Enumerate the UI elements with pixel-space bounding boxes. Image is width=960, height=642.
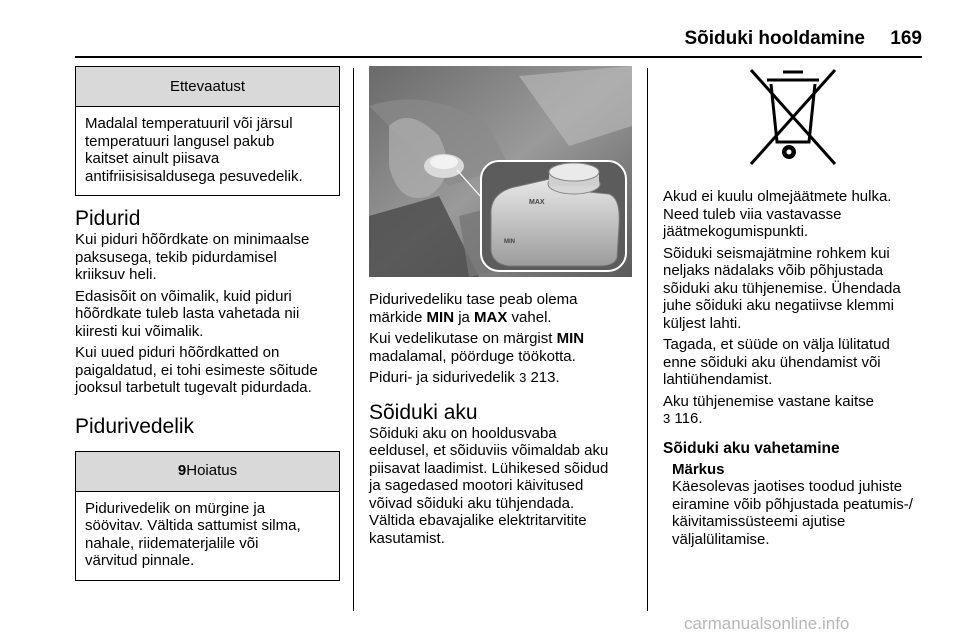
text-line: kriiksuv heli. <box>75 266 157 283</box>
text-line: Kui piduri hõõrdkate on minimaalse <box>75 231 310 248</box>
column-divider-2 <box>647 68 648 611</box>
min-label: MIN <box>556 330 585 347</box>
disposal-paragraph <box>663 188 925 241</box>
text-span: ja <box>454 308 475 326</box>
note-block <box>663 461 925 549</box>
page-reference[interactable]: 116. <box>670 410 703 427</box>
text-line: paksusega, tekib pidurdamisel <box>75 248 277 266</box>
text-line: piisavat laadimist. Lühikesed sõidud <box>369 459 609 477</box>
warning-box-text <box>76 492 339 580</box>
text-line: Sõiduki aku on hooldusvaba <box>369 424 557 442</box>
brake-fluid-reservoir-photo <box>369 66 632 277</box>
warning-box <box>75 451 340 581</box>
section-heading-battery-replacement: Sõiduki aku vahetamine <box>663 439 840 457</box>
fluid-reference-paragraph <box>369 369 631 387</box>
column-2 <box>369 66 631 547</box>
text-line: Aku tühjenemise vastane kaitse <box>663 392 874 410</box>
text-line: neljaks nädalaks võib põhjustada <box>663 262 884 279</box>
text-line: Käesolevas jaotises toodud juhiste <box>672 478 903 495</box>
brakes-paragraph-2 <box>75 288 340 341</box>
section-heading-brakes: Pidurid <box>75 207 141 230</box>
text-line: eeldusel, et sõiduviis võimaldab aku <box>369 442 609 459</box>
text-line: Akud ei kuulu olmejäätmete hulka. <box>663 188 892 205</box>
header-rule <box>75 56 922 58</box>
text-line: väljalülitamise. <box>672 530 770 548</box>
text-line: Edasisõit on võimalik, kuid piduri <box>75 287 292 305</box>
text-line: värvitud pinnale. <box>85 552 195 569</box>
warning-box-title <box>76 452 339 492</box>
text-line <box>663 410 925 428</box>
caution-box-title: Ettevaatust <box>76 67 339 107</box>
text-line: Kui uued piduri hõõrdkatted on <box>75 344 280 361</box>
section-heading-brake-fluid: Pidurivedelik <box>75 414 195 438</box>
text-line: lahtiühendamist. <box>663 371 773 388</box>
text-line <box>369 309 631 327</box>
warning-symbol: 9 <box>177 462 187 480</box>
column-1 <box>75 66 340 581</box>
brakes-paragraph-3 <box>75 344 340 397</box>
text-line: Madalal temperatuuril või järsul <box>85 115 293 132</box>
text-line: kaitset ainult piisava <box>85 150 220 167</box>
text-line: Pidurivedeliku tase peab olema <box>369 291 578 308</box>
page-title: Sõiduki hooldamine <box>684 28 865 49</box>
min-label: MIN <box>426 308 455 326</box>
page-number: 169 <box>890 28 922 49</box>
text-line: jäätmekogumispunkti. <box>663 223 809 240</box>
note-title: Märkus <box>672 460 725 478</box>
text-line: madalamal, pöörduge töökotta. <box>369 347 576 365</box>
page-reference[interactable]: 213. <box>526 369 560 386</box>
text-line: nahale, riidematerjalile või <box>85 534 259 552</box>
page-header <box>0 28 960 58</box>
caution-box-text <box>76 107 339 195</box>
min-mark: MIN <box>504 239 515 245</box>
text-line: Need tuleb viia vastavasse <box>663 205 842 223</box>
text-line: temperatuuri langusel pakub <box>85 132 275 150</box>
text-line: ja sagedased mootori käivitused <box>369 477 584 494</box>
battery-paragraph <box>369 425 631 548</box>
max-label: MAX <box>474 308 508 326</box>
brakes-paragraph-1 <box>75 231 340 284</box>
text-line: Vältida ebavajalike elektritarvitite <box>369 512 587 529</box>
text-line: paigaldatud, ei tohi esimeste sõitude <box>75 361 318 379</box>
discharge-protection-paragraph <box>663 393 925 428</box>
text-line: kasutamist. <box>369 529 445 547</box>
text-line: võivad sõiduki aku tühjendada. <box>369 494 575 512</box>
ignition-paragraph <box>663 336 925 389</box>
text-span: Kui vedelikutase on märgist <box>369 330 557 347</box>
crossed-out-bin-icon <box>743 66 843 168</box>
page-reference-arrow-icon: 3 <box>663 411 671 426</box>
watermark: carmanualsonline.info <box>684 614 850 633</box>
text-line: Pidurivedelik on mürgine ja <box>85 499 266 517</box>
text-line: hõõrdkate tuleb lasta vahetada nii <box>75 305 300 322</box>
warning-title-text: Hoiatus <box>186 462 238 480</box>
max-mark: MAX <box>529 199 545 206</box>
text-span: vahel. <box>507 308 552 326</box>
text-line: Sõiduki seismajätmine rohkem kui <box>663 244 890 262</box>
text-span: märkide <box>369 308 427 326</box>
section-heading-battery: Sõiduki aku <box>369 400 478 424</box>
text-line <box>369 330 631 348</box>
fluid-level-paragraph <box>369 291 631 326</box>
storage-paragraph <box>663 245 925 333</box>
text-line: antifriisisisaldusega pesuvedelik. <box>85 167 303 185</box>
text-line: enne sõiduki aku ühendamist või <box>663 353 881 371</box>
text-span: Piduri- ja sidurivedelik <box>369 369 520 386</box>
caution-box <box>75 66 340 196</box>
text-line: kiiresti kui võimalik. <box>75 322 204 340</box>
text-line: juhe sõiduki aku negatiivse klemmi <box>663 297 894 314</box>
text-line: sõiduki aku tühjenemise. Ühendada <box>663 279 901 297</box>
text-line: eiramine võib põhjustada peatumis-/ <box>672 495 913 513</box>
column-divider-1 <box>353 68 354 611</box>
text-line: küljest lahti. <box>663 314 742 332</box>
fluid-low-paragraph <box>369 330 631 365</box>
column-3 <box>663 66 925 548</box>
text-line: söövitav. Vältida sattumist silma, <box>85 517 301 534</box>
text-line: Tagada, et süüde on välja lülitatud <box>663 336 890 353</box>
page-reference-arrow-icon: 3 <box>519 370 527 385</box>
text-line: käivitamissüsteemi ajutise <box>672 513 846 530</box>
text-line: jooksul tarbetult tugevalt pidurdada. <box>75 379 312 396</box>
